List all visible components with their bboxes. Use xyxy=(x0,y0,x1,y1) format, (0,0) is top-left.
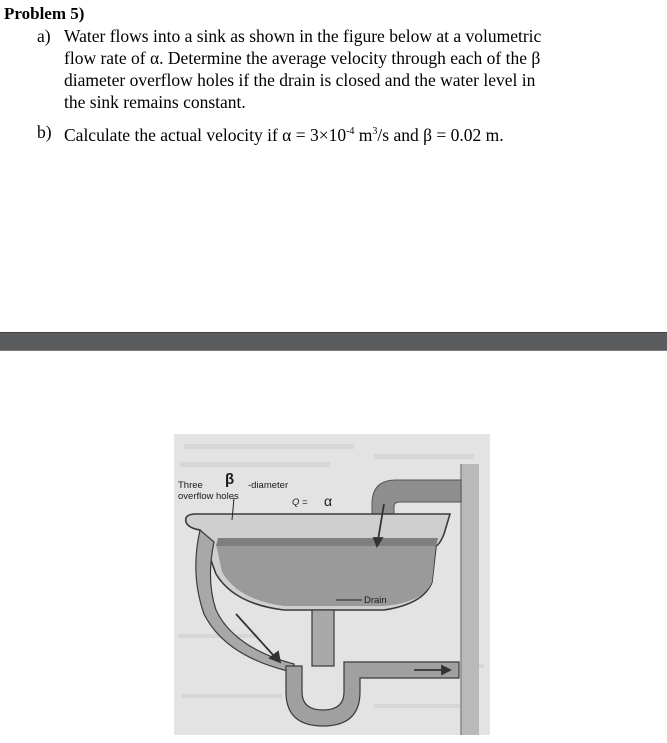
part-a-label: a) xyxy=(37,26,51,46)
label-drain: Drain xyxy=(364,595,387,606)
label-q: Q = xyxy=(292,497,308,508)
part-b-text xyxy=(64,121,664,146)
label-diameter: -diameter xyxy=(248,480,289,491)
part-a-line: Water flows into a sink as shown in the figure below at a volumetric xyxy=(64,26,542,46)
problem-title: Problem 5) xyxy=(4,4,85,23)
label-alpha: α xyxy=(324,493,333,509)
part-b-label: b) xyxy=(37,122,52,142)
part-a-line: the sink remains constant. xyxy=(64,92,246,112)
part-a-line: flow rate of α. Determine the average velocity through each of the β xyxy=(64,48,541,68)
part-b-text-after: /s and β = 0.02 m. xyxy=(377,124,504,145)
part-b-exponent1: -4 xyxy=(346,126,355,137)
part-a-text xyxy=(64,25,664,113)
label-beta: β xyxy=(225,471,235,488)
wall xyxy=(461,464,479,735)
label-overflow: overflow holes xyxy=(178,491,239,502)
part-b-text-before: Calculate the actual velocity if α = 3×10 xyxy=(64,124,347,145)
part-b-exponent2: 3 xyxy=(372,126,378,137)
part-b-text-middle: m xyxy=(354,124,373,145)
part-a-line: diameter overflow holes if the drain is closed and the water level in xyxy=(64,70,536,90)
divider-bar xyxy=(0,332,667,351)
label-three: Three xyxy=(178,480,203,491)
sink-figure xyxy=(174,434,490,735)
